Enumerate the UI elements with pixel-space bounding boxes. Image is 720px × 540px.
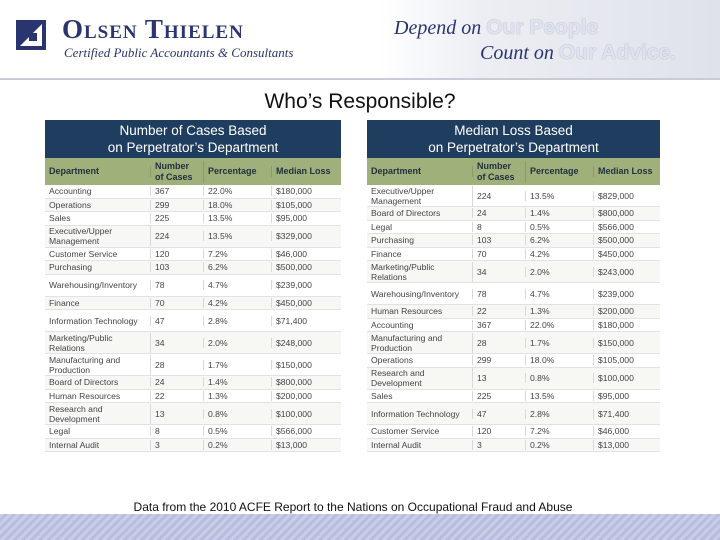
column-header-row: [367, 158, 660, 185]
department-cell: Marketing/Public Relations: [367, 262, 473, 282]
percentage-cell: 1.4%: [204, 377, 272, 387]
percentage-cell: 0.8%: [204, 409, 272, 419]
column-header: Department: [45, 166, 151, 177]
department-cell: Information Technology: [45, 316, 151, 326]
department-cell: Human Resources: [367, 306, 473, 316]
footer-band: [0, 514, 720, 540]
percentage-cell: 7.2%: [204, 249, 272, 259]
column-header: Department: [367, 166, 473, 177]
table-title: [367, 120, 660, 158]
cases-cell: 70: [473, 249, 526, 259]
cases-cell: 367: [473, 320, 526, 330]
table-row: [367, 390, 660, 404]
median-loss-cell: $46,000: [276, 248, 308, 259]
department-cell: Customer Service: [367, 426, 473, 436]
percentage-cell: 2.8%: [204, 316, 272, 326]
department-cell: Information Technology: [367, 409, 473, 419]
department-cell: Finance: [367, 249, 473, 259]
table-body: [367, 185, 660, 452]
percentage-cell: 0.5%: [526, 222, 594, 232]
cases-cell: 225: [151, 213, 204, 223]
table-row: [45, 261, 341, 275]
percentage-cell: 2.0%: [526, 267, 594, 277]
percentage-cell: 22.0%: [204, 186, 272, 196]
percentage-cell: 4.7%: [204, 280, 272, 290]
median-loss-cell: $71,400: [598, 408, 630, 419]
table-row: [367, 439, 660, 453]
department-cell: Warehousing/Inventory: [45, 280, 151, 290]
percentage-cell: 13.5%: [204, 213, 272, 223]
department-cell: Research and Development: [45, 404, 151, 424]
table-row: [45, 248, 341, 262]
table-row: [45, 310, 341, 332]
table-row: [367, 221, 660, 235]
cases-cell: 225: [473, 391, 526, 401]
department-cell: Board of Directors: [45, 377, 151, 387]
cases-cell: 13: [151, 409, 204, 419]
table-row: [367, 305, 660, 319]
median-loss-cell: $105,000: [598, 355, 634, 366]
cases-cell: 13: [473, 373, 526, 383]
cases-cell: 28: [151, 360, 204, 370]
median-loss-cell: $200,000: [276, 390, 312, 401]
cases-cell: 3: [151, 440, 204, 450]
department-cell: Executive/Upper Management: [367, 186, 473, 206]
tagline-2-emphasis: Our Advice.: [558, 41, 676, 64]
table-row: [45, 212, 341, 226]
brand-subtitle: Certified Public Accountants & Consultants: [64, 45, 294, 60]
table-body: [45, 185, 341, 452]
cases-by-department-table: [45, 120, 341, 452]
column-header-row: [45, 158, 341, 185]
table-row: [45, 199, 341, 213]
logo-mark-icon: [16, 20, 46, 50]
cases-cell: 24: [151, 377, 204, 387]
department-cell: Marketing/Public Relations: [45, 333, 151, 353]
column-header: Number of Cases: [473, 161, 526, 183]
table-row: [45, 275, 341, 297]
column-header: Percentage: [526, 166, 594, 177]
median-loss-cell: $248,000: [276, 337, 312, 348]
percentage-cell: 1.4%: [526, 208, 594, 218]
cases-cell: 120: [473, 426, 526, 436]
median-loss-cell: $329,000: [276, 231, 312, 241]
median-loss-cell: $566,000: [276, 426, 312, 437]
median-loss-cell: $800,000: [276, 377, 312, 388]
percentage-cell: 2.0%: [204, 338, 272, 348]
department-cell: Accounting: [367, 320, 473, 330]
percentage-cell: 0.2%: [526, 440, 594, 450]
percentage-cell: 13.5%: [526, 391, 594, 401]
table-row: [45, 425, 341, 439]
median-loss-cell: $105,000: [276, 199, 312, 210]
department-cell: Human Resources: [45, 391, 151, 401]
percentage-cell: 18.0%: [204, 200, 272, 210]
table-row: [367, 248, 660, 262]
page-title: Who’s Responsible?: [264, 90, 456, 113]
median-loss-cell: $450,000: [276, 297, 312, 308]
median-loss-cell: $239,000: [598, 288, 634, 299]
median-loss-cell: $95,000: [598, 390, 630, 401]
department-cell: Accounting: [45, 186, 151, 196]
tagline-1-prefix: Depend on: [394, 17, 482, 39]
table-row: [45, 354, 341, 376]
table-title-line-1: Number of Cases Based: [119, 123, 267, 138]
median-loss-cell: $95,000: [276, 213, 308, 224]
percentage-cell: 1.7%: [204, 360, 272, 370]
table-row: [367, 425, 660, 439]
median-loss-cell: $180,000: [276, 186, 312, 197]
brand-name: Olsen Thielen: [62, 14, 244, 44]
table-row: [367, 234, 660, 248]
cases-cell: 120: [151, 249, 204, 259]
table-title-line-1: Median Loss Based: [454, 123, 573, 138]
percentage-cell: 7.2%: [526, 426, 594, 436]
cases-cell: 22: [151, 391, 204, 401]
tagline-line-2: [480, 41, 676, 65]
department-cell: Operations: [45, 200, 151, 210]
cases-cell: 78: [151, 280, 204, 290]
percentage-cell: 6.2%: [204, 262, 272, 272]
source-footnote: Data from the 2010 ACFE Report to the Nations on Occupational Fraud and Abuse: [133, 500, 573, 514]
median-loss-cell: $500,000: [276, 262, 312, 273]
median-loss-cell: $13,000: [276, 439, 308, 450]
median-loss-cell: $180,000: [598, 319, 634, 330]
median-loss-cell: $200,000: [598, 306, 634, 317]
cases-cell: 299: [473, 355, 526, 365]
cases-cell: 8: [473, 222, 526, 232]
percentage-cell: 4.2%: [526, 249, 594, 259]
department-cell: Sales: [45, 213, 151, 223]
median-loss-cell: $100,000: [598, 373, 634, 383]
cases-cell: 8: [151, 426, 204, 436]
department-cell: Manufacturing and Production: [367, 333, 473, 353]
percentage-cell: 13.5%: [204, 231, 272, 241]
percentage-cell: 18.0%: [526, 355, 594, 365]
department-cell: Manufacturing and Production: [45, 355, 151, 375]
cases-cell: 299: [151, 200, 204, 210]
table-row: [367, 354, 660, 368]
table-row: [367, 261, 660, 283]
median-loss-cell: $566,000: [598, 221, 634, 232]
percentage-cell: 1.7%: [526, 338, 594, 348]
cases-cell: 70: [151, 298, 204, 308]
percentage-cell: 6.2%: [526, 235, 594, 245]
table-row: [45, 297, 341, 311]
column-header: Median Loss: [598, 166, 653, 176]
cases-cell: 367: [151, 186, 204, 196]
cases-cell: 34: [151, 338, 204, 348]
table-row: [367, 207, 660, 221]
department-cell: Internal Audit: [45, 440, 151, 450]
department-cell: Finance: [45, 298, 151, 308]
cases-cell: 224: [473, 191, 526, 201]
department-cell: Research and Development: [367, 368, 473, 388]
table-row: [367, 283, 660, 305]
percentage-cell: 0.8%: [526, 373, 594, 383]
cases-cell: 103: [473, 235, 526, 245]
median-loss-cell: $239,000: [276, 280, 312, 290]
percentage-cell: 2.8%: [526, 409, 594, 419]
cases-cell: 3: [473, 440, 526, 450]
median-loss-cell: $150,000: [276, 359, 312, 370]
table-title: [45, 120, 341, 158]
median-loss-by-department-table: [367, 120, 660, 452]
department-cell: Internal Audit: [367, 440, 473, 450]
table-row: [45, 390, 341, 404]
median-loss-cell: $829,000: [598, 190, 634, 201]
tagline-1-emphasis: Our People: [486, 16, 599, 39]
slide-header: [0, 0, 720, 80]
tagline-line-1: [394, 16, 598, 40]
column-header: Number of Cases: [151, 161, 204, 183]
department-cell: Executive/Upper Management: [45, 226, 151, 246]
table-row: [45, 185, 341, 199]
median-loss-cell: $450,000: [598, 248, 634, 259]
department-cell: Warehousing/Inventory: [367, 289, 473, 299]
department-cell: Purchasing: [45, 262, 151, 272]
column-header: Median Loss: [276, 166, 331, 176]
cases-cell: 22: [473, 306, 526, 316]
median-loss-cell: $500,000: [598, 235, 634, 246]
department-cell: Legal: [45, 426, 151, 436]
table-row: [367, 368, 660, 390]
median-loss-cell: $243,000: [598, 266, 634, 277]
table-title-line-2: on Perpetrator’s Department: [428, 140, 599, 155]
cases-cell: 24: [473, 208, 526, 218]
table-row: [45, 376, 341, 390]
table-row: [45, 403, 341, 425]
median-loss-cell: $150,000: [598, 337, 634, 348]
cases-cell: 28: [473, 338, 526, 348]
table-row: [367, 332, 660, 354]
percentage-cell: 0.2%: [204, 440, 272, 450]
median-loss-cell: $13,000: [598, 439, 630, 450]
department-cell: Board of Directors: [367, 208, 473, 218]
department-cell: Operations: [367, 355, 473, 365]
cases-cell: 224: [151, 231, 204, 241]
department-cell: Purchasing: [367, 235, 473, 245]
cases-cell: 47: [151, 316, 204, 326]
percentage-cell: 4.7%: [526, 289, 594, 299]
table-row: [45, 226, 341, 248]
percentage-cell: 1.3%: [204, 391, 272, 401]
department-cell: Legal: [367, 222, 473, 232]
table-row: [45, 439, 341, 453]
header-divider: [0, 78, 720, 80]
table-row: [367, 185, 660, 207]
percentage-cell: 13.5%: [526, 191, 594, 201]
department-cell: Customer Service: [45, 249, 151, 259]
table-title-line-2: on Perpetrator’s Department: [107, 140, 279, 155]
percentage-cell: 4.2%: [204, 298, 272, 308]
percentage-cell: 0.5%: [204, 426, 272, 436]
median-loss-cell: $100,000: [276, 408, 312, 419]
cases-cell: 78: [473, 289, 526, 299]
table-row: [367, 403, 660, 425]
table-row: [367, 319, 660, 333]
median-loss-cell: $71,400: [276, 315, 308, 326]
percentage-cell: 22.0%: [526, 320, 594, 330]
tagline-2-prefix: Count on: [480, 42, 554, 64]
cases-cell: 103: [151, 262, 204, 272]
column-header: Percentage: [204, 166, 272, 177]
cases-cell: 47: [473, 409, 526, 419]
department-cell: Sales: [367, 391, 473, 401]
median-loss-cell: $46,000: [598, 426, 630, 437]
percentage-cell: 1.3%: [526, 306, 594, 316]
table-row: [45, 332, 341, 354]
median-loss-cell: $800,000: [598, 208, 634, 219]
cases-cell: 34: [473, 267, 526, 277]
